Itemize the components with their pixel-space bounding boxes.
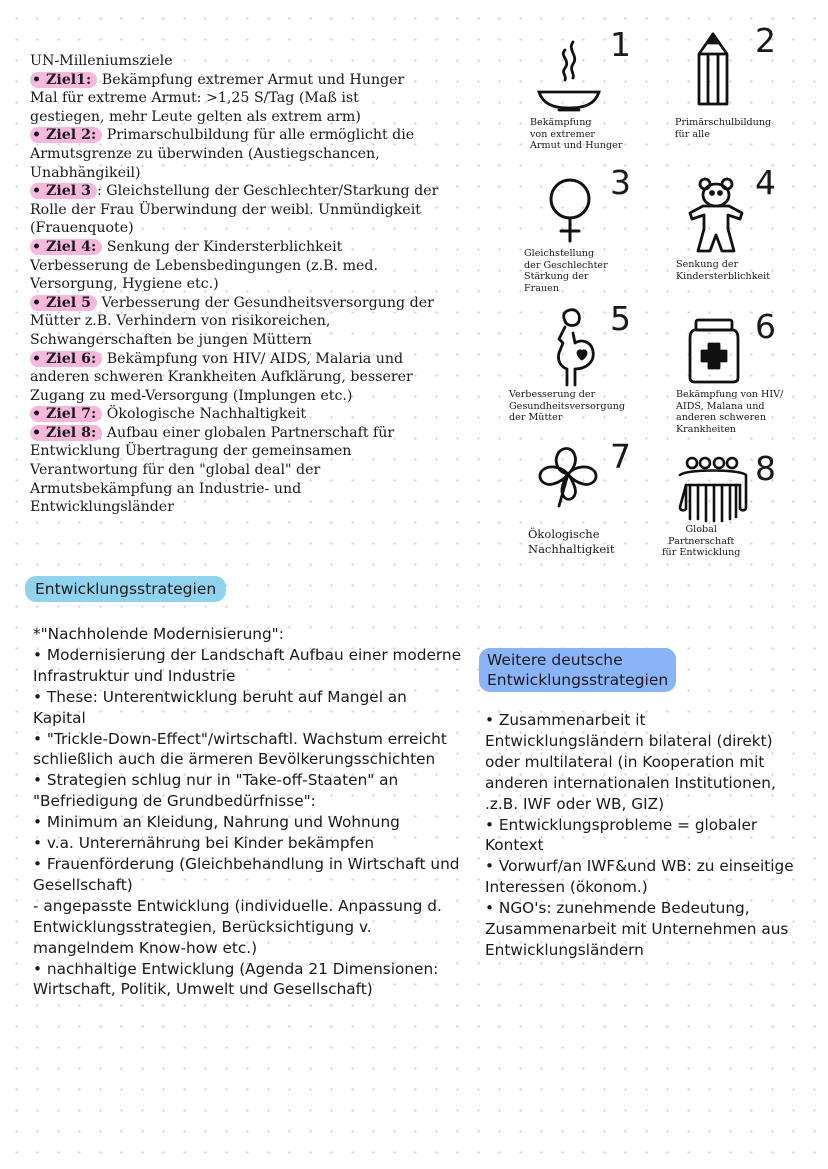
icon-number-8: 8 [755,449,776,488]
german-strategy-line: • Vorwurf/an IWF&und WB: zu einseitige Interessen (ökonom.) [485,857,794,897]
icon-caption-5: Verbesserung der Gesundheitsversorgung der Mütter [509,389,626,424]
goal-8 [30,424,470,517]
goal-label: • Ziel 5 [30,295,97,311]
medicine-jar-icon [686,316,742,384]
female-symbol-icon [543,175,597,245]
german-title-line-2: Entwicklungsstrategien [487,671,669,689]
goal-text: Aufbau einer globalen Partnerschaft für Entwicklung Übertragung der gemeinsamen Verantwortung für den "global deal" der Armutsbekämpfung an Industrie- und Entwicklungsländer [30,424,395,516]
icon-caption-3: Gleichstellung der Geschlechter Stärkung der Frauen [524,248,608,294]
bowl-icon [535,38,605,113]
icon-number-5: 5 [610,299,631,338]
goal-6 [30,350,470,406]
goal-label: • Ziel 7: [30,406,102,422]
strategy-line: • v.a. Unterernährung bei Kinder bekämpfen [33,834,375,853]
strategy-line: *"Nachholende Modernisierung": [33,625,284,643]
icon-number-4: 4 [755,163,776,202]
goal-text: : Gleichstellung der Geschlechter/Starkung der Rolle der Frau Überwindung der weibl. Unmündigkeit (Frauenquote) [30,183,439,237]
goal-label: • Ziel 2: [30,127,102,143]
german-strategy-line: • Zusammenarbeit it Entwicklungsländern bilateral (direkt) oder multilateral (in Kooperation mit anderen internationalen Institutionen, .z.B. IWF oder WB, GIZ) [485,711,776,813]
strategy-line: • These: Unterentwicklung beruht auf Mangel an Kapital [33,687,407,727]
icon-caption-8: Global Partnerschaft für Entwicklung [662,524,741,559]
goal-1 [30,71,470,127]
icon-number-3: 3 [610,163,631,202]
people-group-icon [676,455,750,523]
german-title-line-1: Weitere deutsche [487,651,623,669]
goal-text: Primarschulbildung für alle ermöglicht die Armutsgrenze zu überwinden (Austiegschancen, Unabhängikeil) [30,127,415,181]
icon-number-7: 7 [610,437,631,476]
goal-label: • Ziel 3 [30,183,97,199]
flower-icon [535,444,601,512]
icon-number-2: 2 [755,21,776,60]
strategy-line: • nachhaltige Entwicklung (Agenda 21 Dimensionen: Wirtschaft, Politik, Umwelt und Gesellschaft) [33,959,439,999]
pencil-icon [693,30,733,110]
goal-3 [30,182,470,238]
goal-4 [30,238,470,294]
goal-label: • Ziel1: [30,72,97,88]
strategy-line: • Strategien schlug nur in "Take-off-Staaten" an "Befriedigung de Grundbedürfnisse": [33,771,399,811]
goal-2 [30,126,470,182]
icon-caption-6: Bekämpfung von HIV/ AIDS, Malana und anderen schweren Krankheiten [676,389,784,435]
german-strategy-line: • NGO's: zunehmende Bedeutung, Zusammenarbeit mit Unternehmen aus Entwicklungsländern [485,899,789,959]
strategy-line: • "Trickle-Down-Effect"/wirtschaftl. Wachstum erreicht schließlich auch die ärmeren Bevölkerungsschichten [33,729,447,769]
goal-label: • Ziel 4: [30,239,102,255]
icon-caption-1: Bekämpfung von extremer Armut und Hunger [530,117,623,152]
german-strategy-line: • Entwicklungsprobleme = globaler Kontext [485,815,758,855]
goal-5 [30,294,470,350]
goal-label: • Ziel 8: [30,425,102,441]
goal-text: Senkung der Kindersterblichkeit Verbesserung de Lebensbedingungen (z.B. med. Versorgung, Hygiene etc.) [30,238,379,293]
pregnant-woman-icon [545,305,601,387]
baby-icon [686,175,746,253]
german-strategies-title [479,648,676,692]
strategies-list [33,624,463,1000]
goal-text: Verbesserung der Gesundheitsversorgung der Mütter z.B. Verhindern von risikoreichen, Schwangerschaften be jungen Müttern [30,294,434,348]
german-strategies-list [485,710,800,961]
strategy-line: - angepasste Entwicklung (individuelle. Anpassung d. Entwicklungsstrategien, Berücksichtigung v. mangelndem Know-how etc.) [33,896,442,957]
goal-text: Bekämpfung extremer Armut und Hunger Mal für extreme Armut: >1,25 S/Tag (Maß ist gestiegen, mehr Leute gelten als extrem arm) [30,71,405,125]
goal-text: Ökologische Nachhaltigkeit [102,406,307,423]
goals-heading: UN-Milleniumsziele [30,53,173,69]
goal-label: • Ziel 6: [30,351,102,367]
strategy-line: • Frauenförderung (Gleichbehandlung in Wirtschaft und Gesellschaft) [33,854,460,894]
strategy-line: • Modernisierung der Landschaft Aufbau einer moderne Infrastruktur und Industrie [33,645,462,685]
icon-caption-2: Primärschulbildung für alle [675,117,772,140]
icon-number-1: 1 [610,25,631,64]
goal-text: Bekämpfung von HIV/ AIDS, Malaria und anderen schweren Krankheiten Aufklärung, besserer Zugang zu med-Versorgung (Implungen etc.) [30,350,413,404]
millennium-goals-text [30,52,470,517]
strategies-title: Entwicklungsstrategien [25,576,226,602]
goal-7 [30,405,470,424]
icon-caption-7: Ökologische Nachhaltigkeit [528,527,615,556]
strategy-line: • Minimum an Kleidung, Nahrung und Wohnung [33,813,400,832]
icon-caption-4: Senkung der Kindersterblichkeit [676,259,771,282]
icon-number-6: 6 [755,307,776,346]
